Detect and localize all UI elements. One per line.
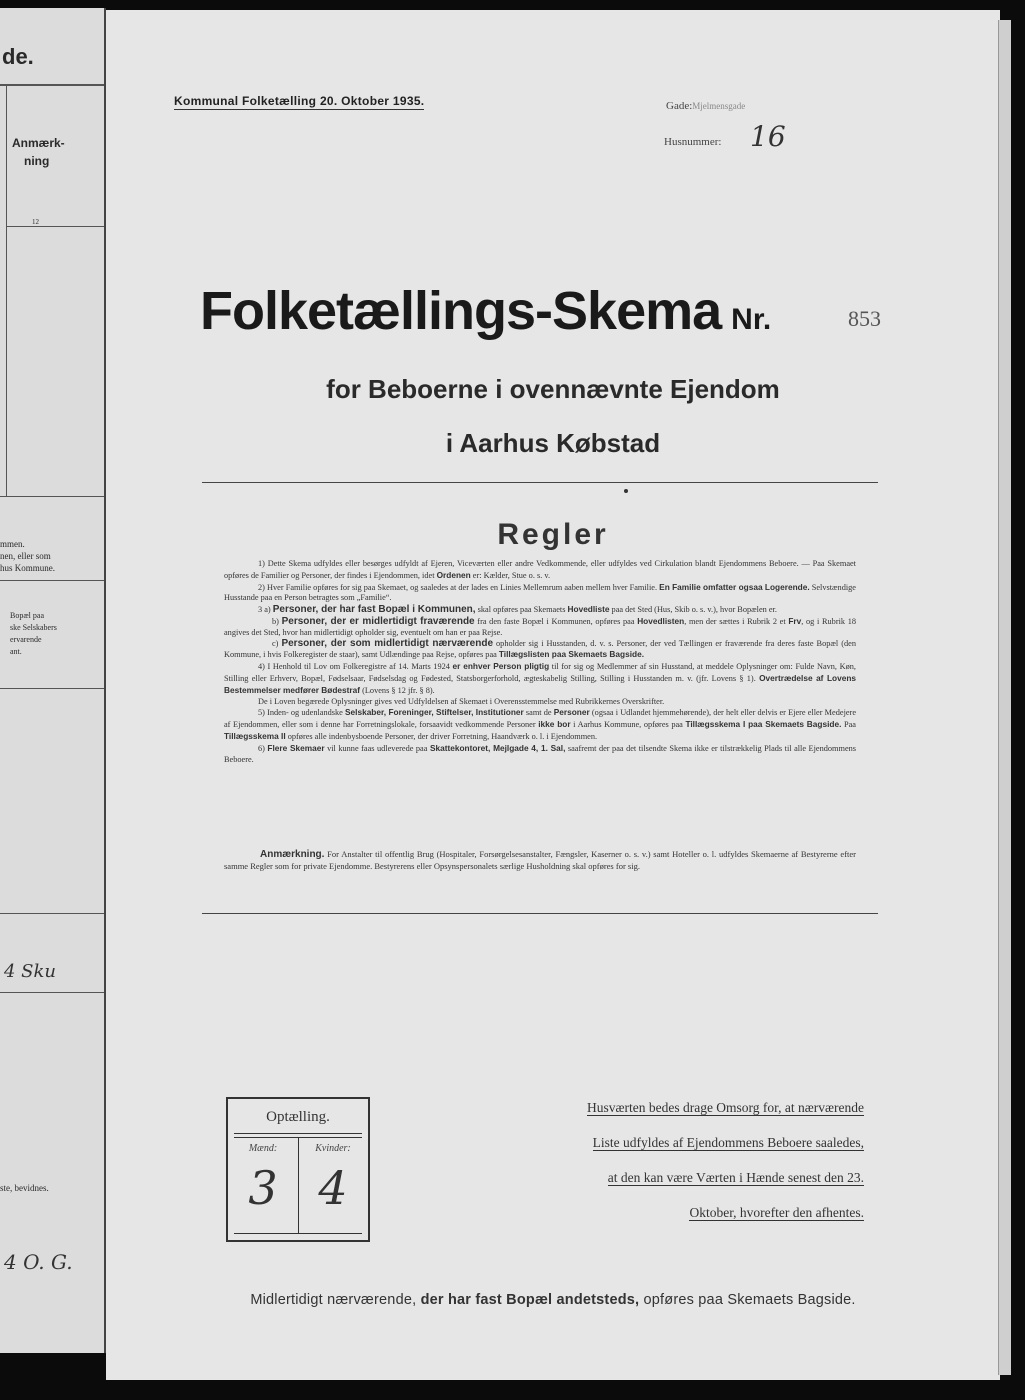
bottom-instruction: Midlertidigt nærværende, der har fast Bopæl andetsteds, opføres paa Skemaets Bagside. [250,1292,856,1308]
street-label: Gade: [666,100,693,112]
form-title [200,280,771,342]
left-rule [0,496,104,497]
left-col-number: 12 [32,218,39,226]
count-box [226,1097,370,1242]
men-count: 3 [248,1161,278,1215]
left-page-fragment [0,8,106,1353]
left-rule [0,992,104,993]
census-header: Kommunal Folketælling 20. Oktober 1935. [174,94,425,108]
house-number-field [664,120,786,153]
notice-line: Husværten bedes drage Omsorg for, at nærværende [586,1100,864,1115]
men-label: Mænd: [248,1143,278,1154]
rule-3a: 3 a) Personer, der har fast Bopæl i Kommunen, skal opføres paa Skemaets Hovedliste paa det Sted (Hus, Skib o. s. v.), hvor Bopælen er. [258,604,777,616]
dot-mark [624,489,628,493]
next-page-edge [998,20,1011,1375]
form-title-main: Folketællings-Skema [200,281,722,341]
house-number-value: 16 [750,120,786,153]
count-box-rule [234,1133,362,1134]
rule-1: 1) Dette Skema udfyldes eller besørges udfyldt af Ejeren, Viceværten eller andre Vedkommende, eller udfyldes ved Cirkulation blandt Ejendommens Beboere. — Paa Skemaet opføres de Familier og Personer, der findes i Ejendommen, idet Ordenen er: Kælder, Stue o. s. v. [224,559,856,580]
left-column-divider [6,86,7,496]
notice-line: at den kan være Værten i Hænde senest den 23. [607,1170,864,1185]
left-handwriting: 4 Sku [4,961,57,982]
notice-line: Oktober, hvorefter den afhentes. [689,1205,864,1220]
rule-3b: b) Personer, der er midlertidigt fraværende fra den faste Bopæl i Kommunen, opføres paa Hovedlisten, men der sættes i Rubrik 2 et Frv, og i Rubrik 18 angives det Sted, hvor han midlertidigt opholder sig, eventuelt om han er paa Rejse. [224,615,857,637]
form-subtitle-city: i Aarhus Købstad [445,428,661,458]
left-rule [0,84,104,86]
count-box-rule [234,1233,362,1234]
rule-5: 5) Inden- og udenlandske Selskaber, Foreninger, Stiftelser, Institutioner samt de Personer (ogsaa i Udlandet hjemmehørende), der helt eller delvis er Ejere eller Medejere af Ejendommen, eller som i denne har Forretningslokale, forsaavidt vedkommende Personer ikke bor i Aarhus Kommune, opføres paa Tillægsskema I paa Skemaets Bagside. Paa Tillægsskema II opføres alle indenbysboende Personer, der driver Forretning, Haandværk o. l. i Ejendommen. [224,707,856,741]
street-value: Mjelmensgade [692,101,746,111]
rule-4-note: De i Loven begærede Oplysninger gives ved Udfyldelsen af Skemaet i Overensstemmelse med Rubrikkernes Overskrifter. [258,696,665,706]
left-text-fragment: mmen. nen, eller som hus Kommune. [0,539,55,573]
left-rule [0,580,104,581]
women-count: 4 [318,1161,348,1215]
census-form-page [106,10,1000,1380]
rule-3c: c) Personer, der som midlertidigt nærværende opholder sig i Husstanden, d. v. s. Personer, der ved Tællingen er fraværende fra deres faste Bopæl (den Kommune, i hvis Folkeregister de staar), samt Udlændinge paa Rejse, opføres paa Tillægslisten paa Skemaets Bagside. [224,637,856,660]
form-subtitle: for Beboerne i ovennævnte Ejendom [326,374,780,404]
landlord-notice [524,1090,864,1230]
left-rule [0,688,104,689]
rule-2: 2) Hver Familie opføres for sig paa Skemaet, og saaledes at der lades en Linies Mellemrum aaben mellem hver Familie. En Familie omfatter ogsaa Logerende. Selvstændige Husstande paa en Person betragtes som „Familie“. [224,581,856,603]
rules-heading: Regler [497,518,609,551]
form-number: 853 [848,306,881,331]
count-box-title: Optælling. [266,1109,330,1125]
rule-4: 4) I Henhold til Lov om Folkeregistre af 14. Marts 1924 er enhver Person pligtig til for sig og Medlemmer af sin Husstand, at meddele Oplysninger om: Fulde Navn, Køn, Stilling eller Erhverv, Bopæl, Fødselsaar, Fødselsdag og Fødested, Statsborgerforhold, ægteskabelig Stilling, Stilling i Husstanden m. v. (jfr. Lovens § 1). Overtrædelse af Lovens Bestemmelser medfører Bødestraf (Lovens § 12 jfr. § 8). [224,661,857,695]
left-handwriting: 4 O. G. [4,1250,73,1274]
notice-line: Liste udfyldes af Ejendommens Beboere saaledes, [592,1135,864,1150]
left-text-fragment: Bopæl paa ske Selskabers ervarende ant. [10,611,57,656]
house-number-label: Husnummer: [664,136,722,148]
left-text-fragment: ste, bevidnes. [0,1183,49,1193]
divider [202,913,878,914]
street-field [666,100,745,112]
left-col-label: ning [24,154,50,168]
form-number-label: Nr. [731,303,772,336]
left-rule [6,226,104,227]
divider [202,482,878,483]
rule-6: 6) Flere Skemaer vil kunne faas udleverede paa Skattekontoret, Mejlgade 4, 1. Sal, saafremt der paa det tilsendte Skema ikke er tilstrækkelig Plads til alle Ejendommens Beboere. [224,742,857,764]
left-rule [0,913,104,914]
remark-label: Anmærkning. [260,849,325,860]
rules-text [224,559,856,765]
remark-text: For Anstalter til offentlig Brug (Hospitaler, Forsørgelsesanstalter, Fængsler, Kaserner o. s. v.) samt Hoteller o. l. udfyldes Skemaerne af Bestyrerne efter samme Regler som for private Ejendomme. Bestyrerens eller Opsynspersonalets særlige Husholdning skal opføres for sig. [224,849,856,871]
left-heading-fragment: de. [2,44,34,69]
left-col-label: Anmærk- [12,136,65,150]
remark-paragraph [224,849,856,872]
women-label: Kvinder: [315,1143,351,1154]
